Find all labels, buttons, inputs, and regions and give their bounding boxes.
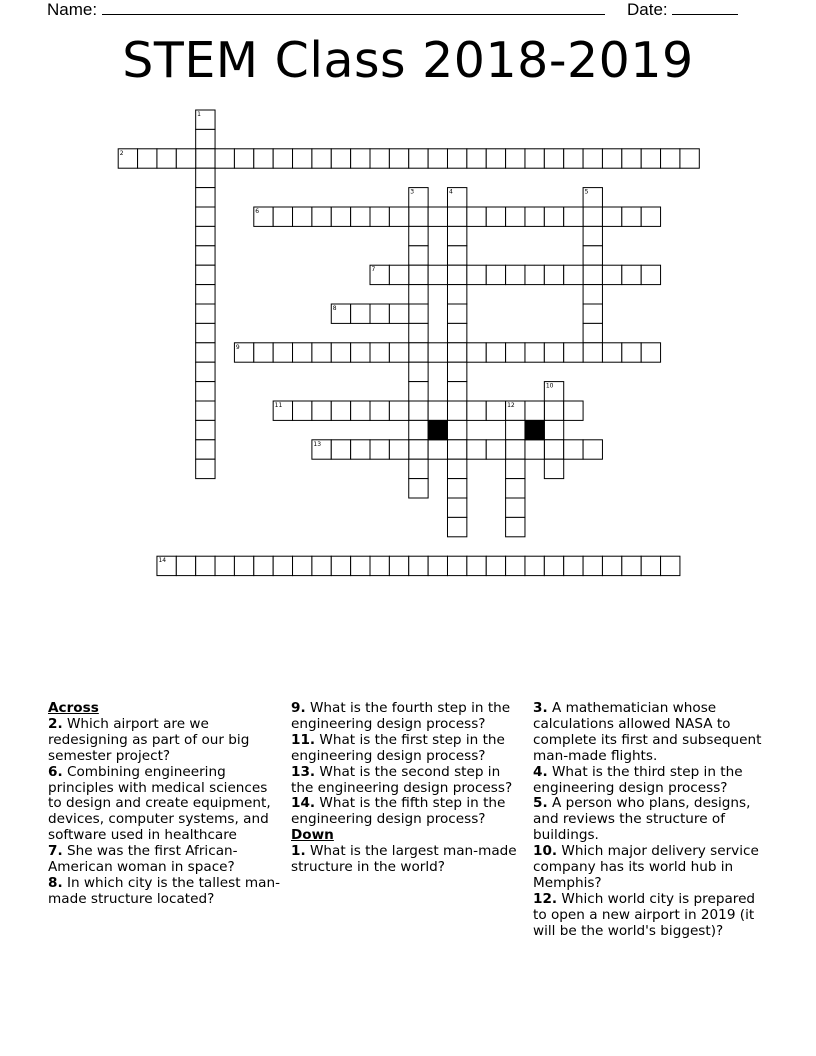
grid-cell[interactable] <box>331 440 350 459</box>
grid-cell[interactable] <box>544 556 563 575</box>
grid-cell[interactable] <box>196 343 215 362</box>
grid-cell[interactable] <box>544 149 563 168</box>
grid-block-cell <box>525 420 544 439</box>
grid-cell[interactable] <box>447 226 466 245</box>
grid-cell[interactable] <box>641 149 660 168</box>
grid-cell[interactable] <box>602 343 621 362</box>
grid-cell[interactable] <box>447 382 466 401</box>
clue-down-3: 3. A mathematician whose calculations allowed NASA to complete its first and subsequent man-made flights. <box>533 700 762 764</box>
date-label: Date: <box>627 0 668 19</box>
name-label: Name: <box>47 0 98 19</box>
grid-cell[interactable] <box>544 343 563 362</box>
grid-cell[interactable] <box>196 362 215 381</box>
grid-cell[interactable] <box>312 149 331 168</box>
grid-cell[interactable] <box>641 343 660 362</box>
grid-cell[interactable] <box>428 149 447 168</box>
page-title: STEM Class 2018-2019 <box>122 32 694 89</box>
grid-cell[interactable] <box>602 149 621 168</box>
grid-cell[interactable] <box>273 207 292 226</box>
grid-cell[interactable] <box>506 420 525 439</box>
grid-cell[interactable] <box>273 149 292 168</box>
clue-across-11: 11. What is the first step in the engineering design process? <box>291 731 505 764</box>
grid-cell[interactable] <box>564 343 583 362</box>
grid-cell[interactable] <box>486 440 505 459</box>
grid-cell[interactable] <box>506 149 525 168</box>
grid-cell[interactable] <box>176 556 195 575</box>
grid-cell[interactable] <box>234 556 253 575</box>
grid-cell[interactable] <box>196 226 215 245</box>
grid-cell[interactable] <box>351 401 370 420</box>
grid-cell[interactable] <box>447 343 466 362</box>
clue-across-14: 14. What is the fifth step in the engineering design process? <box>291 795 506 828</box>
grid-cell[interactable] <box>409 440 428 459</box>
grid-cell[interactable] <box>525 265 544 284</box>
grid-cell[interactable] <box>525 149 544 168</box>
grid-cell[interactable] <box>389 207 408 226</box>
grid-cell[interactable] <box>254 149 273 168</box>
grid-cell[interactable] <box>409 149 428 168</box>
grid-cell[interactable] <box>486 265 505 284</box>
grid-cell[interactable] <box>196 556 215 575</box>
grid-cell[interactable] <box>370 556 389 575</box>
grid-cell[interactable] <box>389 265 408 284</box>
grid-cell[interactable] <box>409 226 428 245</box>
grid-cell[interactable] <box>506 479 525 498</box>
grid-cell[interactable] <box>641 207 660 226</box>
grid-cell[interactable] <box>254 556 273 575</box>
grid-cell[interactable] <box>273 343 292 362</box>
grid-cell[interactable] <box>583 304 602 323</box>
grid-cell[interactable] <box>409 401 428 420</box>
grid-cell[interactable] <box>215 149 234 168</box>
clue-number-6: 6 <box>255 208 260 215</box>
grid-cell[interactable] <box>196 129 215 148</box>
clue-down-5: 5. A person who plans, designs, and reviews the structure of buildings. <box>533 795 751 844</box>
grid-cell[interactable] <box>447 246 466 265</box>
grid-cell[interactable] <box>428 401 447 420</box>
clue-number-2: 2 <box>119 149 124 157</box>
grid-cell[interactable] <box>447 149 466 168</box>
clue-number-8: 8 <box>332 305 337 312</box>
grid-cell[interactable] <box>389 440 408 459</box>
grid-cell[interactable] <box>506 556 525 575</box>
grid-cell[interactable] <box>138 149 157 168</box>
grid-cell[interactable] <box>351 149 370 168</box>
grid-cell[interactable] <box>409 207 428 226</box>
grid-cell[interactable] <box>331 207 350 226</box>
clue-number-13: 13 <box>313 440 322 448</box>
grid-cell[interactable] <box>447 207 466 226</box>
grid-cell[interactable] <box>525 556 544 575</box>
grid-cell[interactable] <box>196 149 215 168</box>
grid-cell[interactable] <box>564 265 583 284</box>
grid-cell[interactable] <box>467 265 486 284</box>
grid-cell[interactable] <box>583 246 602 265</box>
grid-cell[interactable] <box>409 420 428 439</box>
grid-cell[interactable] <box>331 556 350 575</box>
grid-cell[interactable] <box>506 440 525 459</box>
grid-cell[interactable] <box>447 285 466 304</box>
clue-number-5: 5 <box>584 188 589 196</box>
clue-down-12: 12. Which world city is prepared to open a new airport in 2019 (it will be the world's biggest)? <box>533 890 756 939</box>
grid-cell[interactable] <box>622 265 641 284</box>
grid-cell[interactable] <box>525 401 544 420</box>
grid-cell[interactable] <box>447 556 466 575</box>
grid-cell[interactable] <box>409 556 428 575</box>
grid-cell[interactable] <box>409 246 428 265</box>
grid-cell[interactable] <box>351 440 370 459</box>
grid-cell[interactable] <box>680 149 699 168</box>
grid-cell[interactable] <box>409 343 428 362</box>
grid-cell[interactable] <box>506 207 525 226</box>
grid-cell[interactable] <box>254 343 273 362</box>
grid-cell[interactable] <box>622 556 641 575</box>
grid-cell[interactable] <box>641 265 660 284</box>
grid-cell[interactable] <box>351 207 370 226</box>
grid-cell[interactable] <box>293 149 312 168</box>
grid-cell[interactable] <box>409 323 428 342</box>
grid-cell[interactable] <box>486 343 505 362</box>
grid-cell[interactable] <box>196 401 215 420</box>
grid-cell[interactable] <box>467 343 486 362</box>
grid-cell[interactable] <box>370 440 389 459</box>
grid-cell[interactable] <box>447 304 466 323</box>
clue-number-7: 7 <box>371 266 376 274</box>
clues-column-1 <box>48 701 283 908</box>
grid-cell[interactable] <box>447 517 466 536</box>
clues-column-2 <box>291 701 523 876</box>
grid-cell[interactable] <box>583 226 602 245</box>
grid-cell[interactable] <box>389 556 408 575</box>
grid-cell[interactable] <box>389 401 408 420</box>
grid-cell[interactable] <box>351 556 370 575</box>
grid-cell[interactable] <box>312 401 331 420</box>
grid-cell[interactable] <box>583 285 602 304</box>
grid-cell[interactable] <box>196 285 215 304</box>
grid-cell[interactable] <box>447 401 466 420</box>
grid-cell[interactable] <box>622 343 641 362</box>
grid-cell[interactable] <box>661 556 680 575</box>
grid-cell[interactable] <box>447 440 466 459</box>
grid-cell[interactable] <box>564 440 583 459</box>
grid-cell[interactable] <box>467 440 486 459</box>
grid-cell[interactable] <box>641 556 660 575</box>
grid-cell[interactable] <box>196 168 215 187</box>
grid-cell[interactable] <box>602 207 621 226</box>
grid-cell[interactable] <box>583 207 602 226</box>
grid-cell[interactable] <box>196 459 215 478</box>
grid-cell[interactable] <box>525 343 544 362</box>
grid-cell[interactable] <box>525 440 544 459</box>
grid-cell[interactable] <box>331 401 350 420</box>
grid-cell[interactable] <box>486 149 505 168</box>
grid-cell[interactable] <box>312 556 331 575</box>
grid-cell[interactable] <box>293 401 312 420</box>
grid-cell[interactable] <box>583 149 602 168</box>
grid-cell[interactable] <box>486 401 505 420</box>
clue-number-3: 3 <box>410 188 415 196</box>
grid-cell[interactable] <box>196 207 215 226</box>
grid-cell[interactable] <box>409 479 428 498</box>
grid-cell[interactable] <box>351 343 370 362</box>
clue-across-2: 2. Which airport are we redesigning as part of our big semester project? <box>48 715 250 764</box>
grid-cell[interactable] <box>506 343 525 362</box>
clue-number-11: 11 <box>274 402 283 409</box>
grid-cell[interactable] <box>428 265 447 284</box>
grid-cell[interactable] <box>196 323 215 342</box>
grid-cell[interactable] <box>544 401 563 420</box>
grid-cell[interactable] <box>564 556 583 575</box>
grid-cell[interactable] <box>583 343 602 362</box>
grid-cell[interactable] <box>564 149 583 168</box>
grid-cell[interactable] <box>622 207 641 226</box>
grid-cell[interactable] <box>196 382 215 401</box>
grid-cell[interactable] <box>544 440 563 459</box>
grid-cell[interactable] <box>196 440 215 459</box>
grid-cell[interactable] <box>370 149 389 168</box>
grid-cell[interactable] <box>331 343 350 362</box>
grid-cell[interactable] <box>196 304 215 323</box>
grid-cell[interactable] <box>447 498 466 517</box>
grid-cell[interactable] <box>428 207 447 226</box>
grid-cell[interactable] <box>273 556 292 575</box>
grid-cell[interactable] <box>583 556 602 575</box>
grid-cell[interactable] <box>602 556 621 575</box>
grid-cell[interactable] <box>583 440 602 459</box>
grid-cell[interactable] <box>506 459 525 478</box>
clue-down-4: 4. What is the third step in the engineering design process? <box>533 763 743 796</box>
grid-cell[interactable] <box>583 323 602 342</box>
clue-number-9: 9 <box>235 343 240 351</box>
clue-number-10: 10 <box>545 382 554 390</box>
grid-cell[interactable] <box>409 285 428 304</box>
across-heading: Across <box>48 700 99 716</box>
grid-cell[interactable] <box>544 459 563 478</box>
clue-across-9: 9. What is the fourth step in the engineering design process? <box>291 700 511 732</box>
grid-cell[interactable] <box>157 149 176 168</box>
grid-cell[interactable] <box>293 343 312 362</box>
grid-cell[interactable] <box>234 149 253 168</box>
grid-cell[interactable] <box>389 343 408 362</box>
grid-cell[interactable] <box>544 420 563 439</box>
clues-column-3 <box>533 701 765 940</box>
down-heading: Down <box>291 827 334 844</box>
grid-cell[interactable] <box>525 207 544 226</box>
grid-cell[interactable] <box>409 382 428 401</box>
clue-across-13: 13. What is the second step in the engineering design process? <box>291 763 513 796</box>
grid-cell[interactable] <box>196 188 215 207</box>
clue-across-6: 6. Combining engineering principles with medical sciences to design and create equipment, devices, computer systems, and software used in healthcare <box>48 763 271 844</box>
grid-cell[interactable] <box>331 149 350 168</box>
grid-cell[interactable] <box>564 207 583 226</box>
grid-cell[interactable] <box>544 265 563 284</box>
grid-cell[interactable] <box>409 362 428 381</box>
grid-cell[interactable] <box>447 479 466 498</box>
grid-cell[interactable] <box>312 343 331 362</box>
clue-down-10: 10. Which major delivery service company has its world hub in Memphis? <box>533 843 759 891</box>
clue-across-8: 8. In which city is the tallest man-made structure located? <box>48 874 280 907</box>
grid-cell[interactable] <box>370 207 389 226</box>
grid-cell[interactable] <box>293 207 312 226</box>
grid-cell[interactable] <box>447 459 466 478</box>
grid-cell[interactable] <box>215 556 234 575</box>
clue-number-4: 4 <box>448 188 453 196</box>
grid-cell[interactable] <box>506 517 525 536</box>
grid-cell[interactable] <box>409 265 428 284</box>
grid-cell[interactable] <box>351 304 370 323</box>
grid-cell[interactable] <box>293 556 312 575</box>
grid-cell[interactable] <box>428 556 447 575</box>
grid-cell[interactable] <box>428 343 447 362</box>
grid-cell[interactable] <box>196 265 215 284</box>
grid-cell[interactable] <box>447 323 466 342</box>
clue-number-12: 12 <box>507 402 515 409</box>
grid-cell[interactable] <box>506 265 525 284</box>
grid-cell[interactable] <box>389 304 408 323</box>
grid-cell[interactable] <box>447 362 466 381</box>
clue-down-1: 1. What is the largest man-made structure in the world? <box>291 843 517 876</box>
grid-cell[interactable] <box>428 440 447 459</box>
grid-cell[interactable] <box>447 420 466 439</box>
grid-cell[interactable] <box>370 343 389 362</box>
grid-cell[interactable] <box>622 149 641 168</box>
grid-cell[interactable] <box>370 304 389 323</box>
grid-cell[interactable] <box>467 207 486 226</box>
grid-cell[interactable] <box>312 207 331 226</box>
grid-cell[interactable] <box>564 401 583 420</box>
grid-cell[interactable] <box>447 265 466 284</box>
grid-cell[interactable] <box>506 498 525 517</box>
clue-across-7: 7. She was the first African-American woman in space? <box>48 843 238 876</box>
grid-cell[interactable] <box>467 556 486 575</box>
grid-cell[interactable] <box>389 149 408 168</box>
grid-cell[interactable] <box>196 420 215 439</box>
grid-cell[interactable] <box>583 265 602 284</box>
grid-block-cell <box>428 420 447 439</box>
grid-cell[interactable] <box>486 556 505 575</box>
grid-cell[interactable] <box>196 246 215 265</box>
grid-cell[interactable] <box>409 459 428 478</box>
grid-cell[interactable] <box>409 304 428 323</box>
grid-cell[interactable] <box>486 207 505 226</box>
clue-number-14: 14 <box>158 557 167 565</box>
grid-cell[interactable] <box>176 149 195 168</box>
grid-cell[interactable] <box>661 149 680 168</box>
grid-cell[interactable] <box>544 207 563 226</box>
grid-cell[interactable] <box>370 401 389 420</box>
grid-cell[interactable] <box>467 149 486 168</box>
clue-number-1: 1 <box>197 111 202 118</box>
grid-cell[interactable] <box>602 265 621 284</box>
grid-cell[interactable] <box>467 401 486 420</box>
